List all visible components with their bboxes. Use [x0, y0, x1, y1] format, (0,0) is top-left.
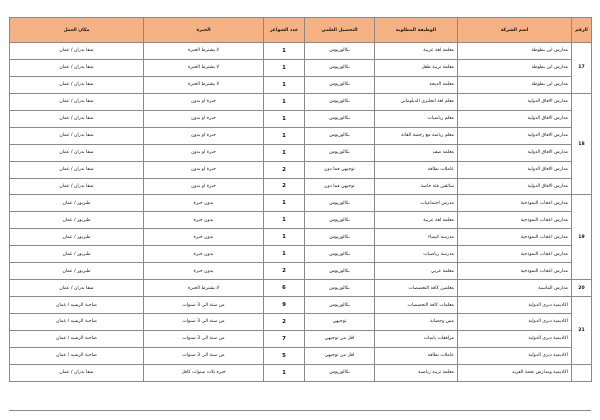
company-cell: مدارس ابن بطوطة	[458, 43, 572, 60]
education-cell: بكالوريوس	[305, 93, 375, 110]
experience-cell: بدون خبرة	[144, 195, 264, 212]
group-number-cell: 18	[572, 93, 592, 195]
experience-cell: لا يشترط الخبرة	[144, 280, 264, 297]
table-row	[10, 280, 592, 297]
vacancy-count-cell: 1	[264, 212, 305, 229]
table-row	[10, 127, 592, 144]
work-location-cell: شفا بدران / عمان	[10, 127, 144, 144]
work-location-cell: شفا بدران / عمان	[10, 93, 144, 110]
company-cell: مدارس ابن بطوطة	[458, 76, 572, 93]
work-location-cell: شفا بدران / عمان	[10, 178, 144, 195]
work-location-cell: طبربور / عمان	[10, 246, 144, 263]
experience-cell: من سنة الى 3 سنوات	[144, 347, 264, 364]
job-title-cell: معلمين كافة التخصصات	[375, 280, 458, 297]
company-cell: مدارس الافاق الدولية	[458, 127, 572, 144]
experience-cell: بدون خبرة	[144, 229, 264, 246]
vacancy-count-cell: 1	[264, 195, 305, 212]
header-company: اسم الشركة	[458, 18, 572, 43]
header-education: التحصيل العلمي	[305, 18, 375, 43]
vacancy-count-cell: 1	[264, 246, 305, 263]
education-cell: بكالوريوس	[305, 297, 375, 314]
job-title-cell: معلم لغة انجليزي الدبلوماتي	[375, 93, 458, 110]
vacancy-count-cell: 1	[264, 229, 305, 246]
vacancy-count-cell: 1	[264, 110, 305, 127]
vacancy-count-cell: 2	[264, 263, 305, 280]
experience-cell: بدون خبرة	[144, 246, 264, 263]
table-row	[10, 330, 592, 347]
job-title-cell: مرافقات باصات	[375, 330, 458, 347]
company-cell: اكاديمية ومدارس نجمة الفريد	[458, 364, 572, 381]
education-cell: اقل من توجيهي	[305, 347, 375, 364]
vacancy-count-cell: 1	[264, 43, 305, 60]
work-location-cell: شفا بدران / عمان	[10, 280, 144, 297]
table-row	[10, 43, 592, 60]
vacancy-count-cell: 1	[264, 144, 305, 161]
job-title-cell: عاملات نظافة	[375, 347, 458, 364]
education-cell: توجيهي	[305, 314, 375, 331]
education-cell: بكالوريوس	[305, 246, 375, 263]
experience-cell: بدون خبرة	[144, 212, 264, 229]
work-location-cell: ضاحية الرشيد / عمان	[10, 314, 144, 331]
company-cell: مدارس الافاق الدولية	[458, 161, 572, 178]
company-cell: مدارس اعجاب النموذجية	[458, 263, 572, 280]
education-cell: بكالوريوس	[305, 280, 375, 297]
company-cell: مدارس الافاق الدولية	[458, 144, 572, 161]
work-location-cell: ضاحية الرشيد / عمان	[10, 297, 144, 314]
group-number-cell: 19	[572, 195, 592, 280]
job-title-cell: معلم رياضيات	[375, 110, 458, 127]
vacancy-count-cell: 1	[264, 59, 305, 76]
work-location-cell: شفا بدران / عمان	[10, 144, 144, 161]
work-location-cell: شفا بدران / عمان	[10, 161, 144, 178]
job-title-cell: معلمة صف	[375, 144, 458, 161]
experience-cell: من سنة الى 3 سنوات	[144, 330, 264, 347]
table-row	[10, 161, 592, 178]
experience-cell: من سنة الى 3 سنوات	[144, 314, 264, 331]
header-job: الوظيفة المطلوبة	[375, 18, 458, 43]
job-title-cell: مس وحضانة	[375, 314, 458, 331]
table-body	[10, 43, 592, 382]
job-title-cell: معلمة تربية رياضية	[375, 364, 458, 381]
vacancy-count-cell: 2	[264, 178, 305, 195]
header-row	[10, 18, 592, 43]
job-title-cell: معلمة تربية طفل	[375, 59, 458, 76]
company-cell: مدارس الافاق الدولية	[458, 178, 572, 195]
table-row	[10, 178, 592, 195]
education-cell: بكالوريوس	[305, 43, 375, 60]
education-cell: بكالوريوس	[305, 195, 375, 212]
table-header	[10, 18, 592, 43]
education-cell: بكالوريوس	[305, 364, 375, 381]
education-cell: توجيهي فما دون	[305, 178, 375, 195]
job-title-cell: مدرس اجتماعيات	[375, 195, 458, 212]
experience-cell: خبرة او بدون	[144, 144, 264, 161]
vacancy-count-cell: 9	[264, 297, 305, 314]
group-number-cell: 20	[572, 280, 592, 297]
table-row	[10, 364, 592, 381]
job-title-cell: مدرسة كيمياء	[375, 229, 458, 246]
education-cell: توجيهي فما دون	[305, 161, 375, 178]
vacancy-count-cell: 1	[264, 93, 305, 110]
education-cell: بكالوريوس	[305, 212, 375, 229]
company-cell: اكاديمية دبري الدولية	[458, 314, 572, 331]
table-row	[10, 93, 592, 110]
table-row	[10, 76, 592, 93]
company-cell: مدارس اعجاب النموذجية	[458, 212, 572, 229]
job-title-cell: معلم رياضة مع رخصة القانة	[375, 127, 458, 144]
company-cell: اكاديمية دبري الدولية	[458, 330, 572, 347]
job-title-cell: معلمة الديجة	[375, 76, 458, 93]
company-cell: مدارس الافاق الدولية	[458, 110, 572, 127]
experience-cell: خبرة او بدون	[144, 161, 264, 178]
header-number: الرقم	[572, 18, 592, 43]
company-cell: مدارس الافاق الدولية	[458, 93, 572, 110]
education-cell: بكالوريوس	[305, 263, 375, 280]
vacancy-count-cell: 1	[264, 76, 305, 93]
table-row	[10, 229, 592, 246]
company-cell: مدارس اعجاب النموذجية	[458, 229, 572, 246]
job-title-cell: مدرسة رياضيات	[375, 246, 458, 263]
vacancy-count-cell: 2	[264, 314, 305, 331]
experience-cell: بدون خبرة	[144, 263, 264, 280]
header-experience: الخبرة	[144, 18, 264, 43]
table-row	[10, 263, 592, 280]
table-row	[10, 110, 592, 127]
work-location-cell: ضاحية الرشيد / عمان	[10, 347, 144, 364]
company-cell: مدارس اعجاب النموذجية	[458, 195, 572, 212]
education-cell: بكالوريوس	[305, 110, 375, 127]
table-bottom-border	[9, 410, 591, 411]
job-title-cell: سائقين فئة خاصة	[375, 178, 458, 195]
experience-cell: خبرة او بدون	[144, 127, 264, 144]
work-location-cell: شفا بدران / عمان	[10, 76, 144, 93]
experience-cell: لا يشترط الخبرة	[144, 59, 264, 76]
table-row	[10, 347, 592, 364]
work-location-cell: شفا بدران / عمان	[10, 43, 144, 60]
job-title-cell: معلمة عربي	[375, 263, 458, 280]
vacancy-count-cell: 1	[264, 364, 305, 381]
experience-cell: خبرة او بدون	[144, 110, 264, 127]
group-number-cell: 21	[572, 297, 592, 365]
work-location-cell: طبربور / عمان	[10, 229, 144, 246]
experience-cell: خبرة ثلاث سنوات كاقل	[144, 364, 264, 381]
education-cell: بكالوريوس	[305, 127, 375, 144]
work-location-cell: شفا بدران / عمان	[10, 110, 144, 127]
education-cell: بكالوريوس	[305, 76, 375, 93]
table-row	[10, 59, 592, 76]
company-cell: اكاديمية دبري الدولية	[458, 347, 572, 364]
group-number-cell: 17	[572, 43, 592, 94]
company-cell: مدارس الماسية	[458, 280, 572, 297]
work-location-cell: ضاحية الرشيد / عمان	[10, 330, 144, 347]
work-location-cell: شفا بدران / عمان	[10, 364, 144, 381]
group-number-cell	[572, 364, 592, 381]
work-location-cell: شفا بدران / عمان	[10, 59, 144, 76]
vacancy-count-cell: 7	[264, 330, 305, 347]
experience-cell: لا يشترط الخبرة	[144, 76, 264, 93]
table-row	[10, 314, 592, 331]
header-location: مكان العمل	[10, 18, 144, 43]
education-cell: بكالوريوس	[305, 144, 375, 161]
job-vacancies-table	[9, 17, 592, 382]
company-cell: مدارس اعجاب النموذجية	[458, 246, 572, 263]
table-row	[10, 246, 592, 263]
work-location-cell: طبربور / عمان	[10, 263, 144, 280]
job-title-cell: عاملات نظافة	[375, 161, 458, 178]
education-cell: بكالوريوس	[305, 59, 375, 76]
vacancy-count-cell: 5	[264, 347, 305, 364]
job-title-cell: معلمات كافة التخصصات	[375, 297, 458, 314]
vacancy-count-cell: 6	[264, 280, 305, 297]
vacancy-count-cell: 2	[264, 161, 305, 178]
experience-cell: لا يشترط الخبرة	[144, 43, 264, 60]
work-location-cell: طبربور / عمان	[10, 212, 144, 229]
table-row	[10, 297, 592, 314]
table-row	[10, 144, 592, 161]
education-cell: بكالوريوس	[305, 229, 375, 246]
company-cell: اكاديمية دبري الدولية	[458, 297, 572, 314]
work-location-cell: طبربور / عمان	[10, 195, 144, 212]
experience-cell: من سنة الى 3 سنوات	[144, 297, 264, 314]
table-row	[10, 195, 592, 212]
company-cell: مدارس ابن بطوطة	[458, 59, 572, 76]
vacancy-count-cell: 1	[264, 127, 305, 144]
job-title-cell: معلمة لغة عربية	[375, 212, 458, 229]
experience-cell: خبرة او بدون	[144, 93, 264, 110]
job-title-cell: معلمة لغة عربية	[375, 43, 458, 60]
table-row	[10, 212, 592, 229]
header-count: عدد الشواغر	[264, 18, 305, 43]
education-cell: اقل من توجيهي	[305, 330, 375, 347]
experience-cell: خبرة او بدون	[144, 178, 264, 195]
